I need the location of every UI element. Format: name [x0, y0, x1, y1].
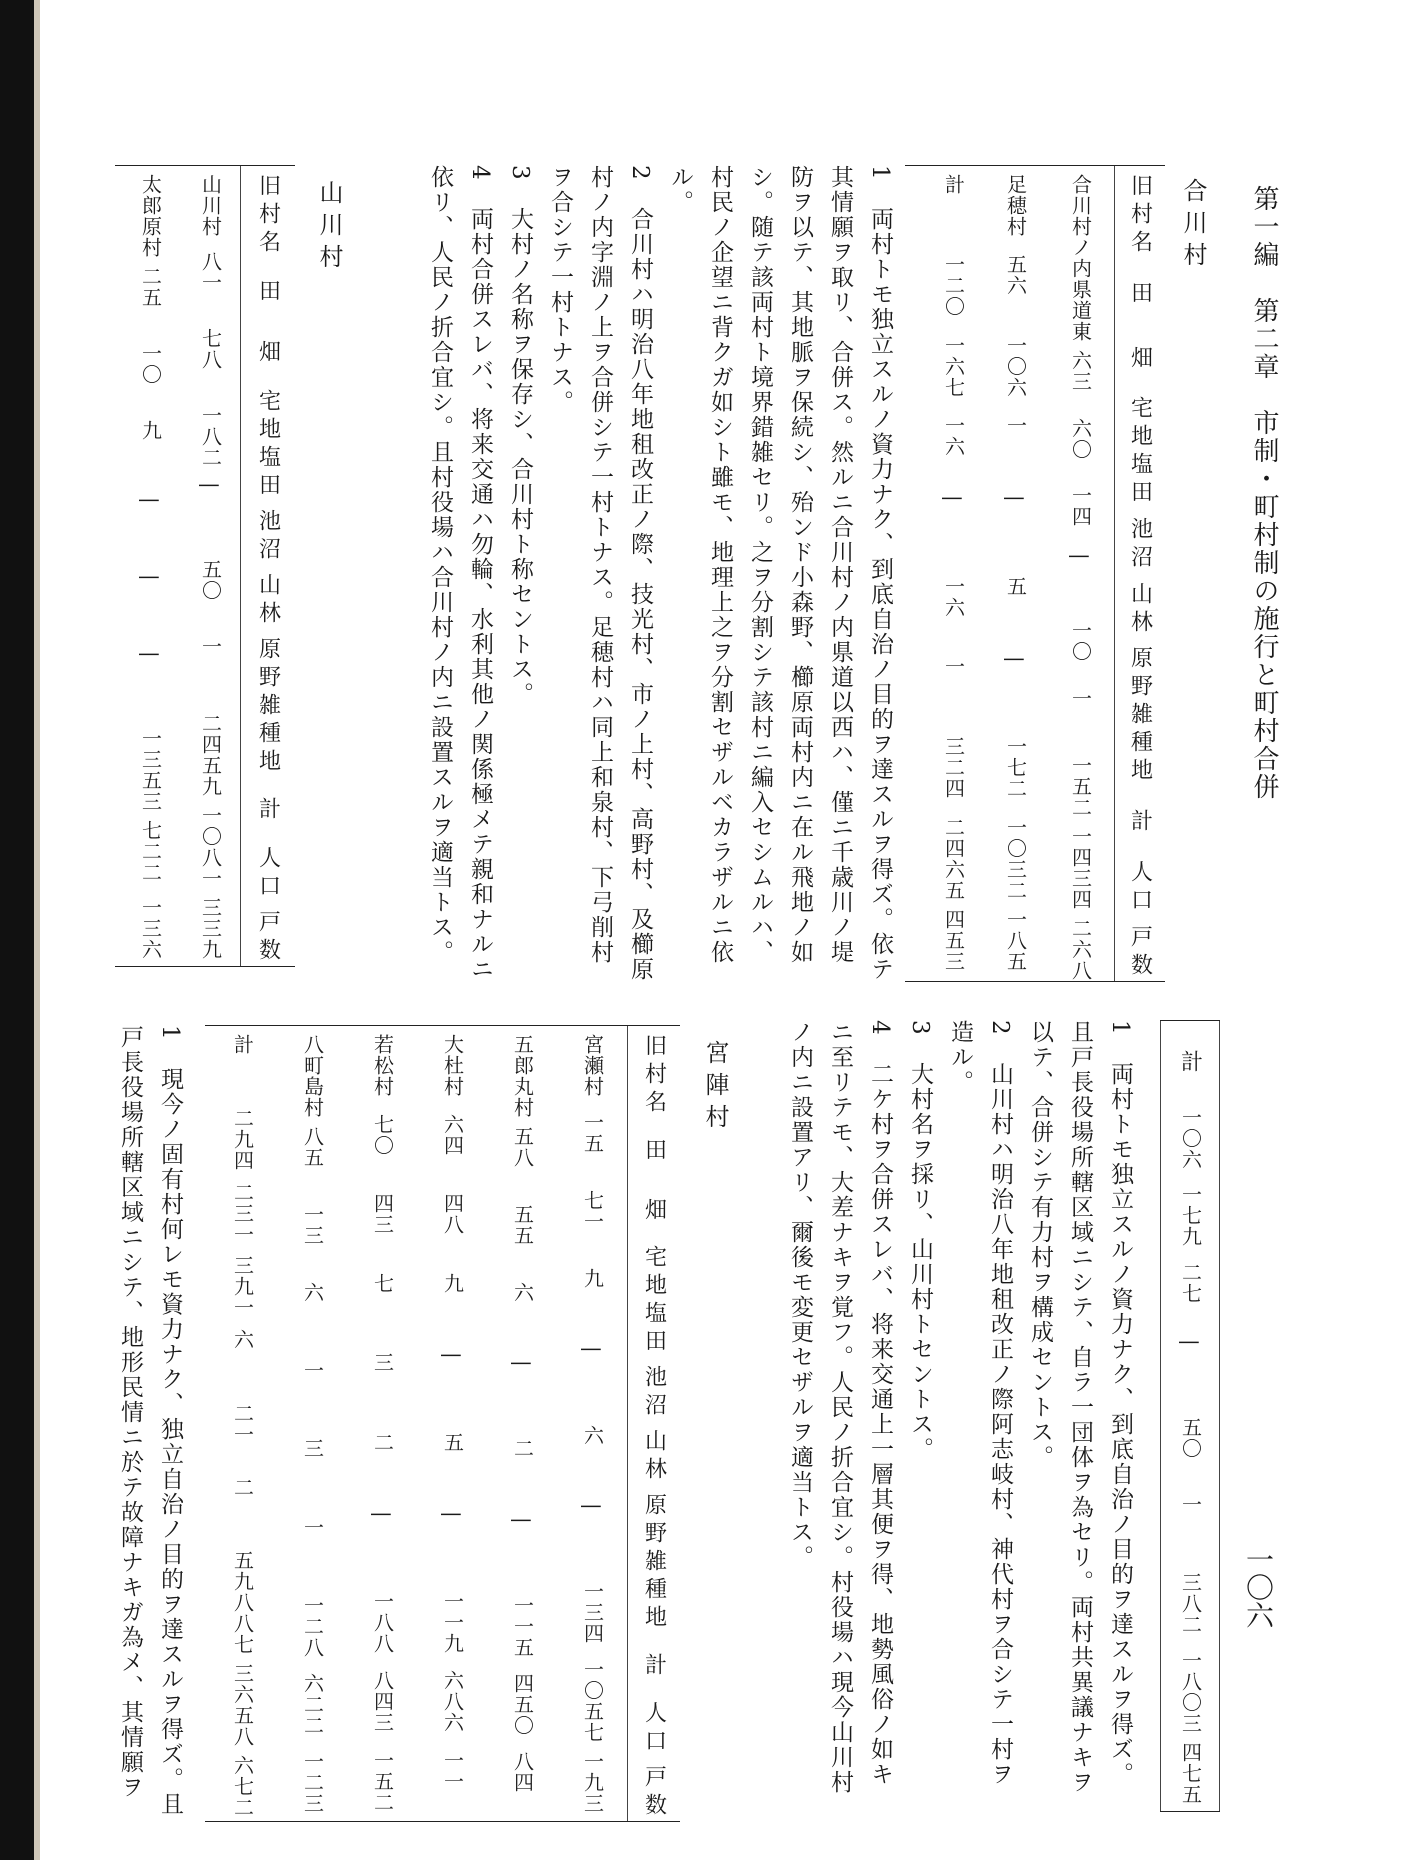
cell: |: [1068, 552, 1093, 561]
cell: 五: [1003, 575, 1028, 597]
cell: 一: [1068, 687, 1093, 709]
cell: 四八: [440, 1193, 465, 1235]
table-row: [240, 166, 295, 966]
cell: 六七二: [230, 1755, 255, 1819]
cell: 四三: [370, 1193, 395, 1235]
header-cell: 原野雑種地: [1127, 646, 1153, 786]
table-row: [417, 1026, 487, 1821]
cell: 一〇: [138, 343, 163, 385]
cell: 五: [440, 1431, 465, 1453]
cell: 九: [440, 1272, 465, 1294]
cell: 五郎丸村: [510, 1034, 535, 1118]
header-cell: 旧村名: [641, 1034, 667, 1118]
cell: 一: [300, 1516, 325, 1538]
cell: |: [138, 497, 163, 505]
header-cell: 人口: [641, 1701, 667, 1758]
cell: 六: [580, 1424, 605, 1446]
cell: 二: [370, 1431, 395, 1453]
cell: 一四: [1068, 485, 1093, 527]
header-cell: 池沼: [255, 508, 281, 565]
table-gokawa-body: [905, 166, 1165, 981]
cell: 七八: [198, 328, 223, 370]
header-cell: 人口: [1127, 859, 1153, 916]
header-cell: 計: [1127, 808, 1153, 837]
cell: 一〇八一: [198, 805, 223, 889]
note-item: 1 現今ノ固有村何レモ資力ナク、独立自治ノ目的ヲ達スルヲ得ズ。且戸長役場所轄区域ニシテ、地形民情ニ於テ故障ナキガ為メ、其情願ヲ: [117, 1025, 183, 1817]
cell: 一: [1178, 1494, 1203, 1516]
cell: 一〇六: [1178, 1106, 1203, 1170]
cell: 山川村: [198, 174, 223, 237]
cell: 一三四: [580, 1580, 605, 1644]
scan-edge: [0, 0, 34, 1860]
cell: 五八: [510, 1126, 535, 1168]
cell: 合川村ノ内県道東: [1068, 174, 1093, 342]
note-item: 1 両村トモ独立スルノ資力ナク、到底自治ノ目的ヲ達スルヲ得ズ。且戸長役場所轄区域ニシテ、自ラ一団体ヲ為セリ。両村共異議ナキヲ以テ、合併シテ有力村ヲ構成セントス。: [1027, 1020, 1133, 1795]
cell: 六: [230, 1329, 255, 1350]
cell: 若松村: [370, 1034, 395, 1097]
cell: 三三九: [198, 897, 223, 960]
cell: 一八五: [1003, 908, 1028, 972]
notes-yamakawa: [787, 1020, 1140, 1810]
table-row: [207, 1026, 277, 1821]
cell: 一〇三二: [1003, 816, 1028, 901]
header-cell: 山林: [1127, 581, 1153, 638]
cell: 二九四: [230, 1107, 255, 1171]
cell: |: [440, 1511, 465, 1519]
cell: |: [440, 1352, 465, 1360]
cell: 一八二: [198, 405, 223, 468]
section-label-gokawa: 合川村: [1179, 178, 1207, 274]
cell: 一二三: [300, 1750, 325, 1814]
cell: 一一: [440, 1749, 465, 1792]
table-miyajin-body: [205, 1026, 680, 1821]
cell: 四五三: [941, 908, 966, 972]
note-item: 3 大村名ヲ採リ、山川村トセントス。: [907, 1020, 933, 1462]
cell: |: [580, 1502, 605, 1511]
table-row: [1046, 166, 1114, 981]
note-item: 4 二ケ村ヲ合併スレバ、将来交通上一層其便ヲ得、地勢風俗ノ如キニ至リテモ、大差ナキヲ覚フ。人民ノ折合宜シ。村役場ハ現今山川村ノ内ニ設置アリ、爾後モ変更セザルヲ適当トス。: [787, 1020, 893, 1795]
table-row: [180, 166, 240, 966]
cell: 一八八: [370, 1590, 395, 1654]
cell: 二四五九: [198, 713, 223, 797]
note-item: 3 大村ノ名称ヲ保存シ、合川村ト称セントス。: [507, 165, 533, 707]
cell: 八四: [510, 1750, 535, 1793]
header-cell: 宅地塩田: [255, 388, 281, 501]
header-cell: 戸数: [1127, 924, 1153, 981]
cell: 計: [1177, 1049, 1203, 1078]
cell: 一七二: [1003, 736, 1028, 800]
cell: 五〇: [1178, 1416, 1203, 1459]
header-cell: 田: [641, 1137, 667, 1166]
header-cell: 池沼: [1127, 516, 1153, 573]
header-cell: 田: [1127, 280, 1153, 309]
cell: |: [941, 495, 966, 504]
cell: |: [370, 1511, 395, 1519]
cell: 一二八: [300, 1594, 325, 1658]
table-row: [487, 1026, 557, 1821]
header-cell: 池沼: [641, 1365, 667, 1422]
cell: 四五〇: [510, 1672, 535, 1736]
note-item: 4 両村合併スレバ、将来交通ハ勿輪、水利其他ノ関係極メテ親和ナルニ依リ、人民ノ折合宜シ。且村役場ハ合川村ノ内ニ設置スルヲ適当トス。: [427, 165, 493, 982]
cell: |: [1003, 655, 1028, 664]
notes-gokawa: [427, 165, 900, 985]
cell: 四七五: [1178, 1741, 1203, 1805]
cell: 計: [941, 174, 966, 195]
header-cell: 原野雑種地: [641, 1493, 667, 1634]
header-cell: 計: [641, 1653, 667, 1682]
cell: |: [1178, 1339, 1203, 1347]
cell: 一一九: [440, 1590, 465, 1654]
table-row: [627, 1026, 680, 1821]
table-row: [277, 1026, 347, 1821]
cell: 六四: [440, 1113, 465, 1156]
cell: 三: [370, 1352, 395, 1373]
cell: 八五: [300, 1126, 325, 1168]
cell: 一〇五七: [580, 1658, 605, 1743]
cell: 八四三: [370, 1670, 395, 1733]
cell: 一: [198, 636, 223, 657]
table-row: [1160, 1021, 1220, 1811]
note-item: 1 両村トモ独立スルノ資力ナク、到底自治ノ目的ヲ達スルヲ得ズ。依テ其情願ヲ取リ、合併ス。然ルニ合川村ノ内県道以西ハ、僅ニ千歳川ノ堤防ヲ以テ、其地脈ヲ保続シ、殆ンド小森野、櫛原両村内ニ在ル飛地ノ如シ。随テ該両村ト境界錯雑セリ。之ヲ分割シテ該村ニ編入セシムルハ、村民ノ企望ニ背クガ如シト雖モ、地理上之ヲ分割セザルベカラザルニ依ル。: [667, 165, 893, 982]
cell: 五五: [510, 1204, 535, 1247]
header-cell: 宅地塩田: [641, 1245, 667, 1358]
cell: 五六: [1003, 254, 1028, 297]
cell: 大杜村: [440, 1034, 465, 1097]
cell: 一: [1003, 414, 1028, 436]
header-cell: 原野雑種地: [255, 636, 281, 777]
cell: 九: [580, 1268, 605, 1290]
cell: 三六五八: [230, 1663, 255, 1748]
cell: 二: [230, 1476, 255, 1498]
header-cell: 山林: [641, 1429, 667, 1486]
cell: 太郎原村: [138, 174, 163, 258]
running-header: 第一編 第二章 市制・町村制の施行と町村合併: [1249, 185, 1279, 801]
cell: 五九八八七: [230, 1550, 255, 1656]
cell: 七〇: [370, 1113, 395, 1156]
cell: 二七: [1178, 1261, 1203, 1304]
section-label-yamakawa: 山川村: [315, 180, 343, 276]
cell: 六: [510, 1282, 535, 1304]
header-cell: 山林: [255, 572, 281, 629]
cell: 一三: [300, 1204, 325, 1247]
cell: |: [138, 651, 163, 659]
cell: 一三六: [138, 897, 163, 960]
cell: 八一: [198, 251, 223, 293]
scan-edge-inner: [34, 0, 40, 1860]
cell: 一六: [941, 414, 966, 457]
cell: 七一: [580, 1190, 605, 1233]
cell: |: [1003, 495, 1028, 504]
cell: 宮瀬村: [580, 1034, 605, 1097]
cell: 七: [370, 1272, 395, 1294]
cell: 一〇六: [1003, 334, 1028, 398]
table-yamakawa-total: [1160, 1020, 1220, 1812]
table-row: [1114, 166, 1165, 981]
cell: |: [510, 1360, 535, 1369]
cell: 六〇: [1068, 417, 1093, 460]
table-row: [557, 1026, 627, 1821]
cell: 二: [510, 1438, 535, 1460]
cell: 七二二: [138, 820, 163, 883]
header-cell: 計: [255, 797, 281, 826]
cell: 一: [300, 1360, 325, 1382]
cell: 三二四: [941, 736, 966, 800]
cell: 八町島村: [300, 1034, 325, 1118]
cell: 二六八: [1068, 918, 1093, 981]
table-row: [120, 166, 180, 966]
cell: 一一五: [510, 1594, 535, 1658]
cell: 三九一: [230, 1255, 255, 1319]
table-row: [922, 166, 984, 981]
cell: 一八〇三: [1178, 1649, 1203, 1734]
header-cell: 戸数: [255, 909, 281, 966]
cell: 二三一: [230, 1181, 255, 1245]
header-cell: 人口: [255, 845, 281, 902]
cell: 六: [300, 1282, 325, 1304]
table-yamakawa: [115, 165, 295, 967]
table-gokawa: [905, 165, 1165, 982]
cell: 九: [138, 420, 163, 441]
cell: 六二二: [300, 1672, 325, 1736]
header-cell: 宅地塩田: [1127, 396, 1153, 508]
cell: 一七九: [1178, 1184, 1203, 1248]
cell: 一五二: [1068, 755, 1093, 818]
cell: 三八二: [1178, 1571, 1203, 1635]
header-cell: 田: [255, 278, 281, 307]
header-cell: 畑: [641, 1197, 667, 1226]
cell: 一〇: [1068, 620, 1093, 662]
note-item: 2 合川村ハ明治八年地租改正ノ際、技光村、市ノ上村、高野村、及櫛原村ノ内字淵ノ上ヲ合併シテ一村トナス。足穂村ハ同上和泉村、下弓削村ヲ合シテ一村トナス。: [547, 165, 653, 982]
cell: |: [198, 482, 223, 490]
table-miyajin: [205, 1025, 680, 1822]
cell: 二四六五: [941, 816, 966, 901]
notes-miyajin: [110, 1025, 190, 1825]
table-row: [347, 1026, 417, 1821]
cell: 一六七: [941, 334, 966, 398]
header-cell: 畑: [255, 339, 281, 368]
cell: 一二〇: [941, 254, 966, 318]
cell: 五〇: [198, 559, 223, 601]
cell: 三: [300, 1438, 325, 1460]
cell: 六八六: [440, 1670, 465, 1733]
section-label-miyajin: 宮陣村: [701, 1040, 729, 1136]
header-cell: 畑: [1127, 345, 1153, 374]
cell: 一: [941, 655, 966, 677]
cell: 六三: [1068, 350, 1093, 392]
cell: 一五二: [370, 1749, 395, 1813]
page-number: 一〇六: [1242, 1545, 1275, 1629]
cell: 足穂村: [1003, 174, 1028, 237]
cell: 計: [230, 1034, 255, 1055]
cell: 一三五三: [138, 728, 163, 812]
table-yamakawa-body: [115, 166, 295, 966]
header-cell: 戸数: [641, 1765, 667, 1822]
cell: |: [580, 1346, 605, 1355]
note-item: 2 山川村ハ明治八年地租改正ノ際阿志岐村、神代村ヲ合シテ一村ヲ造ル。: [947, 1020, 1013, 1787]
cell: 一四三四: [1068, 826, 1093, 910]
table-row: [984, 166, 1046, 981]
header-cell: 旧村名: [1127, 174, 1153, 258]
cell: |: [138, 574, 163, 582]
cell: 二五: [138, 266, 163, 308]
cell: 一六: [941, 575, 966, 618]
cell: 一九三: [580, 1750, 605, 1814]
cell: |: [510, 1516, 535, 1525]
cell: 二一: [230, 1402, 255, 1445]
header-cell: 旧村名: [255, 174, 281, 258]
cell: 一五: [580, 1112, 605, 1155]
